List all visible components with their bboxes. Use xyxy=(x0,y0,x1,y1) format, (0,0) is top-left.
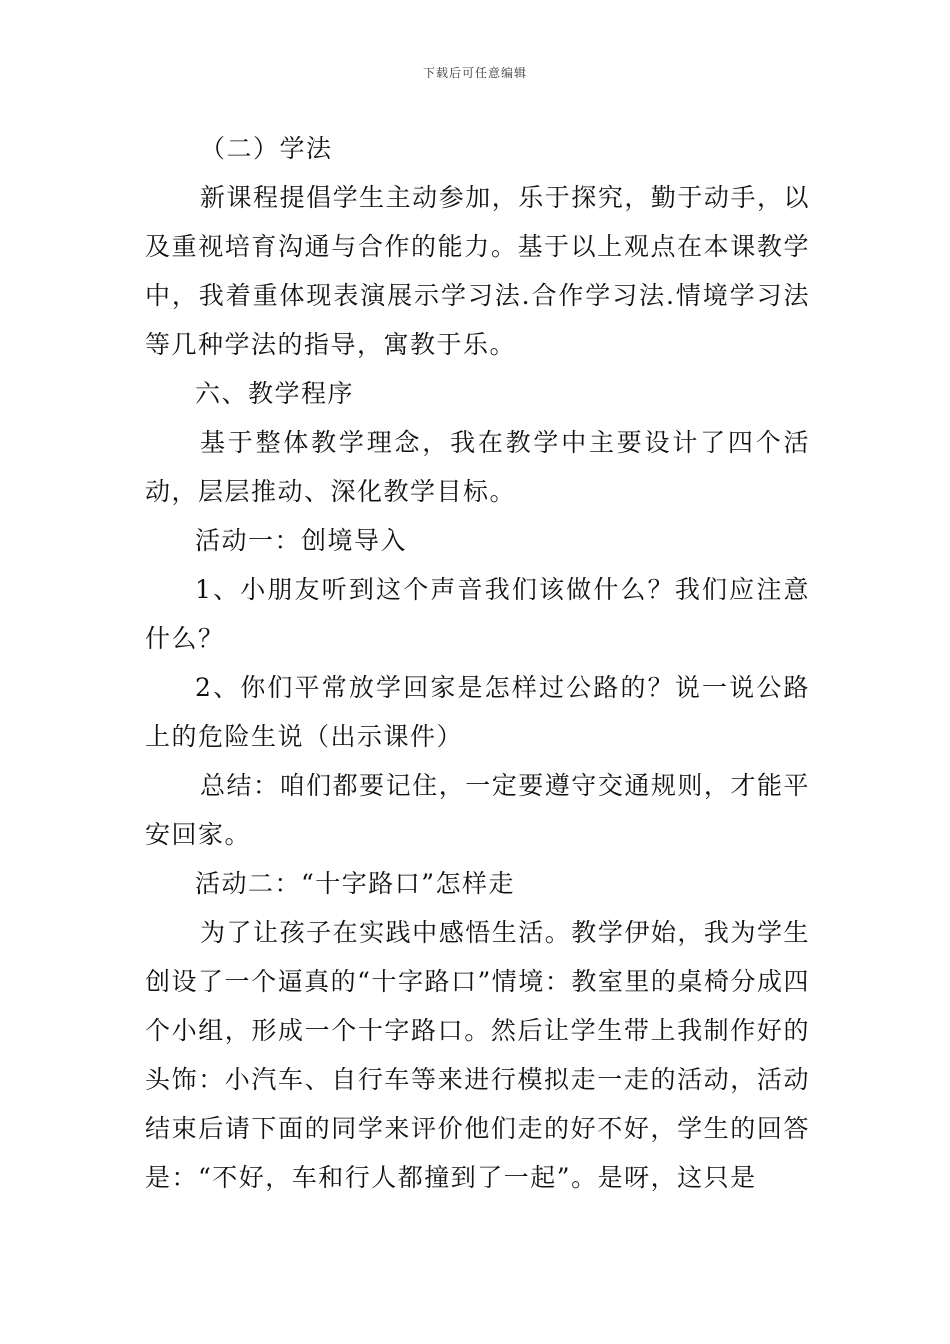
activity-two-heading: 活动二：“十字路口”怎样走 xyxy=(195,869,516,898)
paragraph-study-method: 新课程提倡学生主动参加，乐于探究，勤于动手，以及重视培育沟通与合作的能力。基于以上观点在本课教学中，我着重体现表演展示学习法.合作学习法.情境学习法等几种学法的指导，寓教于乐。 xyxy=(145,183,810,359)
page-header-note: 下载后可任意编辑 xyxy=(422,66,527,80)
section-heading-study-method: （二）学法 xyxy=(200,134,333,163)
activity-one-question-1: 1、小朋友听到这个声音我们该做什么？我们应注意什么？ xyxy=(145,575,810,653)
activity-one-question-2: 2、你们平常放学回家是怎样过公路的？说一说公路上的危险生说（出示课件） xyxy=(145,673,810,751)
section-heading-teaching-procedure: 六、教学程序 xyxy=(195,379,355,408)
activity-one-summary: 总结：咱们都要记住，一定要遵守交通规则，才能平安回家。 xyxy=(145,771,810,849)
activity-two-paragraph: 为了让孩子在实践中感悟生活。教学伊始，我为学生创设了一个逼真的“十字路口”情境：教室里的桌椅分成四个小组，形成一个十字路口。然后让学生带上我制作好的头饰：小汽车、自行车等来进行模拟走一走的活动，活动结束后请下面的同学来评价他们走的好不好，学生的回答是：“不好，车和行人都撞到了一起”。是呀，这只是 xyxy=(145,918,810,1192)
document-body xyxy=(145,124,810,1202)
activity-one-heading: 活动一：创境导入 xyxy=(195,526,408,555)
paragraph-teaching-procedure: 基于整体教学理念，我在教学中主要设计了四个活动，层层推动、深化教学目标。 xyxy=(145,428,810,506)
